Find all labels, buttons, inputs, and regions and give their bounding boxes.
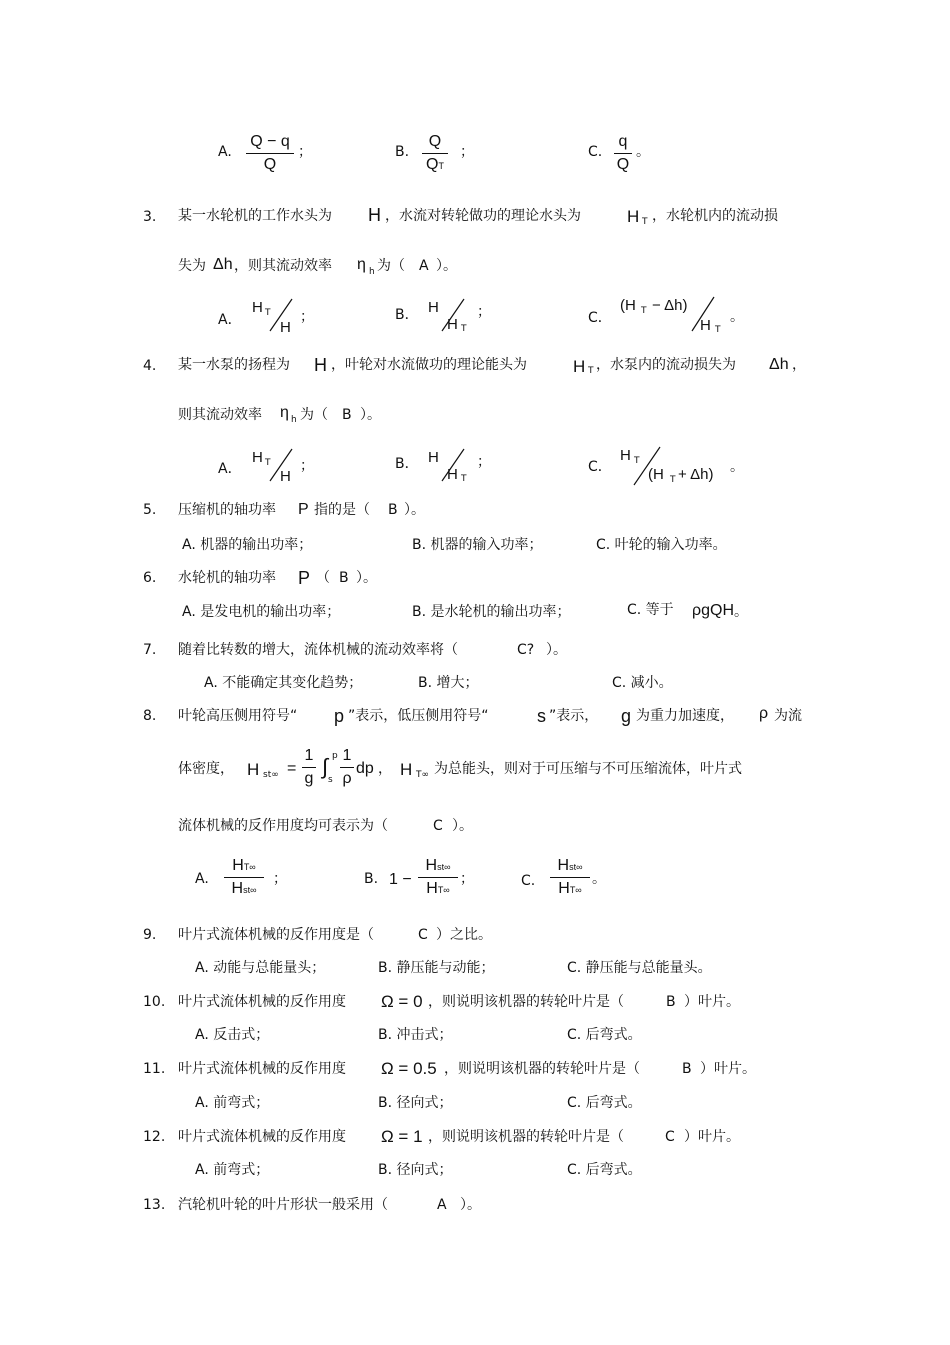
answer: C: [665, 1129, 675, 1145]
option-c: C. 等于: [627, 602, 674, 618]
option-b: B. 增大；: [418, 675, 479, 691]
option-b: B. 径向式；: [378, 1095, 453, 1111]
option-c: C. 减小。: [612, 675, 673, 691]
q8-option-c-fraction: Hst∞ HT∞: [550, 858, 590, 897]
option-a: A. 反击式；: [195, 1027, 270, 1043]
answer: C: [418, 927, 428, 943]
answer: B: [388, 502, 398, 518]
question-number: 11.: [143, 1061, 166, 1077]
document-page: A. Q − q Q ； B. Q QT ； C. q Q 。 3. 某一水轮机的工作水头为 H ，水流对转轮做功的理论水头为 H T ，水轮机内的流动损 失为 Δh ，则其流动效率 η h 为（ A ）。 A． H T H ； B． H H T ； C． (H T − Δh) H T 。 4. 某一水泵的扬程为 H ，叶轮对水流做功的理论能头为 H T ，水泵内的流动损失为 Δh ， 则其流动效率 η h 为（ B ）。 A． H T H ； B． H H T ； C． H T (H T + Δh) 。 5. 压缩机的轴功率 P 指的是（ B ）。 A. 机器的输出功率； B. 机器的输入功率； C. 叶轮的输入功率。 6. 水轮机的轴功率 P （ B ）。 A. 是发电机的输出功率； B. 是水轮机的输出功率； C. 等于 ρgQH 。 7. 随着比转数的增大，流体机械的流动效率将（ C? ）。 A. 不能确定其变化趋势； B. 增大； C. 减小。 8. 叶轮高压侧用符号“ p ”表示，低压侧用符号“ s ”表示， g 为重力加速度， ρ 为流 体密度， H st∞ = 1 g ∫ p s 1 ρ dp ， H T∞ 为总能头，则对于可压缩与不可压缩流体，叶片式 流体机械的反作用度均可表示为（ C ）。 A. HT∞ Hst∞ ； B. 1 − Hst∞ HT∞ ； C. Hst∞ HT∞ 。 9. 叶片式流体机械的反作用度是（ C ）之比。 A. 动能与总能量头； B. 静压能与动能； C. 静压能与总能量头。 10. 叶片式流体机械的反作用度 Ω = 0 ，则说明该机器的转轮叶片是（ B ）叶片。 A. 反击式； B. 冲击式； C. 后弯式。 11. 叶片式流体机械的反作用度 Ω = 0.5 ，则说明该机器的转轮叶片是（ B ）叶片。 A. 前弯式； B. 径向式； C. 后弯式。 12. 叶片式流体机械的反作用度 Ω = 1 ，则说明该机器的转轮叶片是（ C ）叶片。 A. 前弯式； B. 径向式； C. 后弯式。 13. 汽轮机叶轮的叶片形状一般采用（ A ）。: [143, 133, 806, 1213]
answer: A: [437, 1197, 447, 1213]
q8-option-a-fraction: HT∞ Hst∞: [224, 858, 264, 897]
option-c: C. 后弯式。: [567, 1027, 642, 1043]
q2-option-b-fraction: Q QT: [422, 134, 448, 173]
q2-option-a-fraction: Q − q Q: [246, 134, 294, 173]
option-b: B. 静压能与动能；: [378, 960, 495, 976]
q2-option-b-label: B.: [395, 144, 410, 160]
option-a: A. 前弯式；: [195, 1095, 270, 1111]
option-a: A. 动能与总能量头；: [195, 960, 326, 976]
option-c: C. 叶轮的输入功率。: [596, 537, 727, 553]
q8-option-b-fraction: Hst∞ HT∞: [418, 858, 458, 897]
fraction-1-over-g: 1 g: [302, 748, 316, 787]
option-a: A. 不能确定其变化趋势；: [204, 675, 363, 691]
option-b: B. 冲击式；: [378, 1027, 453, 1043]
question-number: 4.: [143, 358, 157, 374]
option-b: B. 机器的输入功率；: [412, 537, 543, 553]
answer: C?: [517, 642, 535, 658]
q2-option-a-label: A.: [218, 144, 232, 160]
question-number: 9.: [143, 927, 157, 943]
answer: B: [682, 1061, 692, 1077]
answer: B: [339, 570, 349, 586]
option-b: B. 是水轮机的输出功率；: [412, 604, 571, 620]
question-number: 10.: [143, 994, 166, 1010]
option-a: A. 机器的输出功率；: [182, 537, 313, 553]
answer: B: [342, 407, 352, 423]
question-number: 5.: [143, 502, 157, 518]
answer: C: [433, 818, 443, 834]
question-number: 7.: [143, 642, 157, 658]
question-number: 6.: [143, 570, 157, 586]
question-number: 8.: [143, 708, 157, 724]
fraction-1-over-rho: 1 ρ: [340, 748, 354, 787]
question-number: 12.: [143, 1129, 166, 1145]
q2-option-c-label: C.: [588, 144, 603, 160]
answer: A: [419, 258, 429, 274]
option-c: C. 后弯式。: [567, 1095, 642, 1111]
option-a: A. 前弯式；: [195, 1162, 270, 1178]
option-c: C. 后弯式。: [567, 1162, 642, 1178]
option-a: A. 是发电机的输出功率；: [182, 604, 341, 620]
q2-option-c-fraction: q Q: [614, 134, 632, 173]
answer: B: [666, 994, 676, 1010]
integral-sign: ∫: [322, 754, 329, 779]
question-number: 3.: [143, 209, 157, 225]
option-c: C. 静压能与总能量头。: [567, 960, 712, 976]
question-number: 13.: [143, 1197, 166, 1213]
option-b: B. 径向式；: [378, 1162, 453, 1178]
